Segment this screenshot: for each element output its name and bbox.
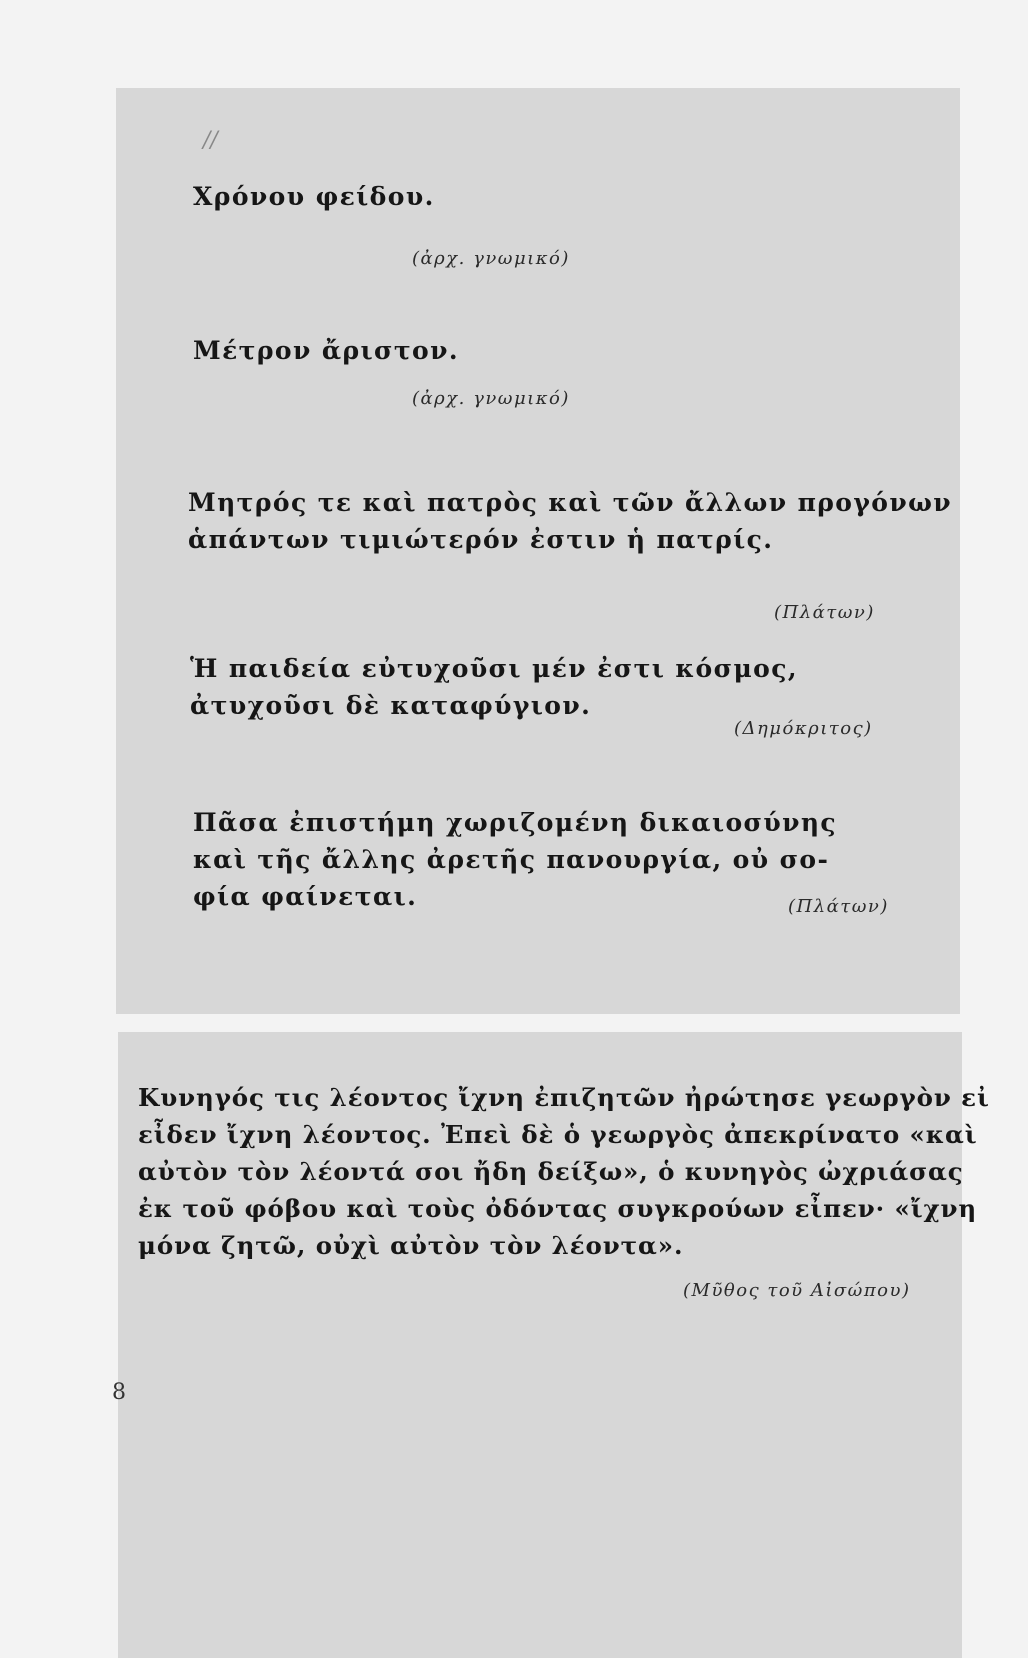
quote-line: Χρόνου φείδου. <box>193 182 435 211</box>
fable-line: αὐτὸν τὸν λέοντά σοι ἤδη δείξω», ὁ κυνηγὸς ὠχριάσας <box>138 1157 964 1186</box>
quote-line: Πᾶσα ἐπιστήμη χωριζομένη δικαιοσύνης <box>193 808 838 837</box>
quote-source: (ἀρχ. γνωμικό) <box>412 248 570 269</box>
fable-source: (Μῦθος τοῦ Αἰσώπου) <box>683 1280 911 1301</box>
quote-paideia <box>190 650 798 724</box>
page-number: 8 <box>112 1380 126 1405</box>
quote-line: φία φαίνεται. <box>193 882 418 911</box>
quote-metron <box>193 332 459 369</box>
quote-source: (Δημόκριτος) <box>734 718 873 739</box>
quote-source: (ἀρχ. γνωμικό) <box>412 388 570 409</box>
quote-episteme <box>193 804 837 915</box>
quote-source: (Πλάτων) <box>788 896 889 917</box>
aesop-fable <box>138 1079 990 1264</box>
quote-line: ἀτυχοῦσι δὲ καταφύγιον. <box>190 691 592 720</box>
quote-line: Μητρός τε καὶ πατρὸς καὶ τῶν ἄλλων προγόνων <box>188 488 953 517</box>
quote-patris <box>188 484 952 558</box>
pen-mark: // <box>203 128 218 153</box>
quote-chronou <box>193 178 435 215</box>
fable-line: μόνα ζητῶ, οὐχὶ αὐτὸν τὸν λέοντα». <box>138 1231 684 1260</box>
quote-line: καὶ τῆς ἄλλης ἀρετῆς πανουργία, οὐ σο- <box>193 845 830 874</box>
quote-line: Ἡ παιδεία εὐτυχοῦσι μέν ἐστι κόσμος, <box>190 654 798 683</box>
fable-line: ἐκ τοῦ φόβου καὶ τοὺς ὀδόντας συγκρούων εἶπεν· «ἴχνη <box>138 1194 978 1223</box>
quote-line: ἁπάντων τιμιώτερόν ἐστιν ἡ πατρίς. <box>188 525 774 554</box>
quote-source: (Πλάτων) <box>774 602 875 623</box>
fable-line: Κυνηγός τις λέοντος ἴχνη ἐπιζητῶν ἠρώτησε γεωργὸν εἰ <box>138 1083 990 1112</box>
fable-line: εἶδεν ἴχνη λέοντος. Ἐπεὶ δὲ ὁ γεωργὸς ἀπεκρίνατο «καὶ <box>138 1120 978 1149</box>
quote-line: Μέτρον ἄριστον. <box>193 336 459 365</box>
